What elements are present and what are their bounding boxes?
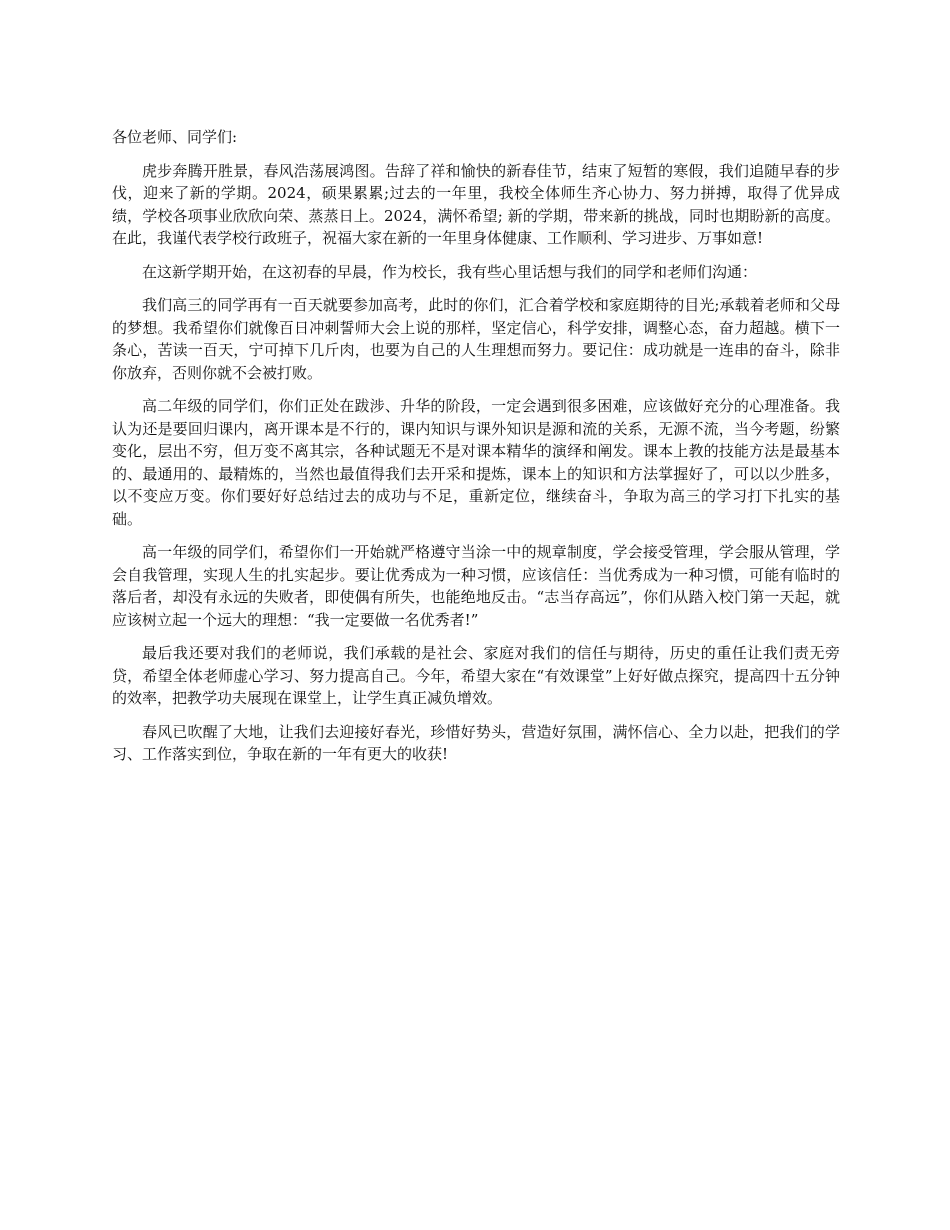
document-body [112, 126, 840, 777]
paragraph-principal-intro: 在这新学期开始，在这初春的早晨，作为校长，我有些心里话想与我们的同学和老师们沟通： [142, 262, 758, 281]
paragraph-closing: 春风已吹醒了大地，让我们去迎接好春光，珍惜好势头，营造好氛围，满怀信心、全力以赴，把我们的学习、工作落实到位，争取在新的一年有更大的收获! [112, 722, 840, 763]
paragraph-senior-three: 我们高三的同学再有一百天就要参加高考，此时的你们，汇合着学校和家庭期待的目光;承载着老师和父母的梦想。我希望你们就像百日冲刺誓师大会上说的那样，坚定信心，科学安排，调整心态，奋力超越。横下一条心，苦读一百天，宁可掉下几斤肉，也要为自己的人生理想而努力。要记住：成功就是一连串的奋斗，除非你放弃，否则你就不会被打败。 [112, 296, 840, 382]
paragraph-senior-two: 高二年级的同学们，你们正处在跋涉、升华的阶段，一定会遇到很多困难，应该做好充分的心理准备。我认为还是要回归课内，离开课本是不行的，课内知识与课外知识是源和流的关系，无源不流，当今考题，纷繁变化，层出不穷，但万变不离其宗，各种试题无不是对课本精华的演绎和阐发。课本上教的技能方法是最基本的、最通用的、最精炼的，当然也最值得我们去开采和提炼，课本上的知识和方法掌握好了，可以以少胜多，以不变应万变。你们要好好总结过去的成功与不足，重新定位，继续奋斗，争取为高三的学习打下扎实的基础。 [112, 397, 840, 528]
paragraph-new-term-greeting: 虎步奔腾开胜景，春风浩荡展鸿图。告辞了祥和愉快的新春佳节，结束了短暂的寒假，我们追随早春的步伐，迎来了新的学期。2024，硕果累累;过去的一年里，我校全体师生齐心协力、努力拼搏，取得了优异成绩，学校各项事业欣欣向荣、蒸蒸日上。2024，满怀希望; 新的学期，带来新的挑战，同时也期盼新的高度。在此，我谨代表学校行政班子，祝福大家在新的一年里身体健康、工作顺利、学习进步、万事如意! [112, 161, 840, 247]
paragraph-teachers: 最后我还要对我们的老师说，我们承载的是社会、家庭对我们的信任与期待，历史的重任让我们责无旁贷，希望全体老师虚心学习、努力提高自己。今年，希望大家在“有效课堂”上好好做点探究，提高四十五分钟的效率，把教学功夫展现在课堂上，让学生真正减负增效。 [112, 644, 840, 707]
paragraph-senior-one: 高一年级的同学们，希望你们一开始就严格遵守当涂一中的规章制度，学会接受管理，学会服从管理，学会自我管理，实现人生的扎实起步。要让优秀成为一种习惯，应该信任：当优秀成为一种习惯，可能有临时的落后者，却没有永远的失败者，即使偶有所失，也能绝地反击。“志当存高远”，你们从踏入校门第一天起，就应该树立起一个远大的理想：“我一定要做一名优秀者!” [112, 543, 840, 629]
salutation: 各位老师、同学们: [112, 128, 238, 146]
